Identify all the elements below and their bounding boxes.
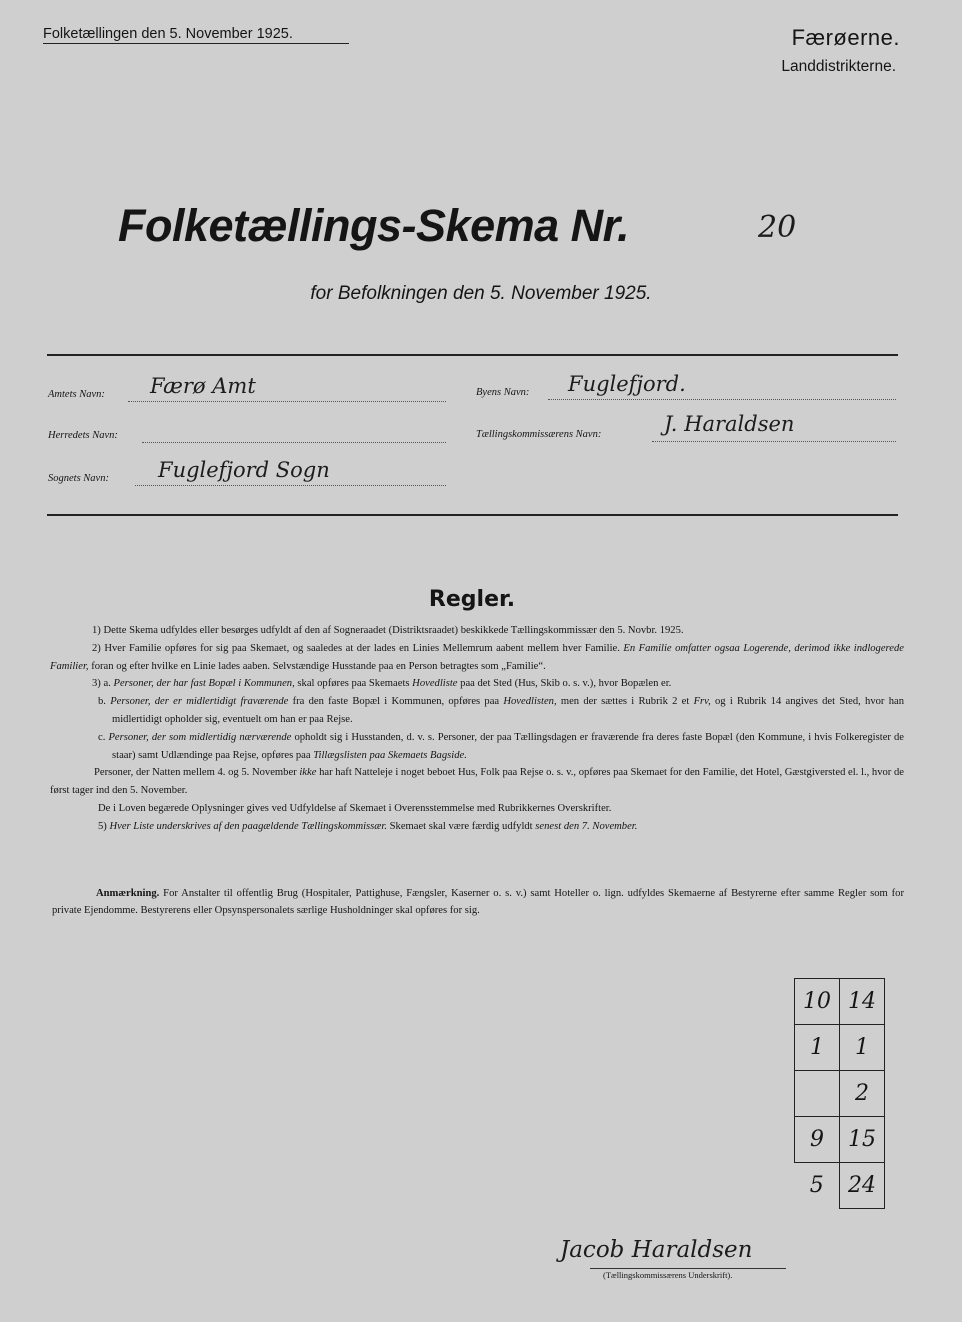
sogn-label: Sognets Navn: bbox=[48, 473, 109, 484]
bottom-divider bbox=[47, 514, 898, 516]
commissioner-signature: Jacob Haraldsen bbox=[560, 1237, 753, 1263]
rule-1: 1) Dette Skema udfyldes eller besørges udfyldt af den af Sogneraadet (Distriktsraadet) beskikkede Tællingskommissær den 5. Novbr. 1925. bbox=[92, 625, 684, 636]
rule-3b: b. Personer, der er midlertidigt fraværende fra den faste Bopæl i Kommunen, opføres paa Hovedlisten, men der sættes i Rubrik 2 et Frv, og i Rubrik 14 angives det Sted, hvor han midlertidigt opholder sig, eventuelt om han er paa Rejse. bbox=[98, 696, 904, 725]
tally-cell bbox=[795, 1071, 840, 1117]
region-title: Færøerne. bbox=[791, 25, 900, 50]
tally-cell: 1 bbox=[840, 1025, 885, 1071]
rule-5: De i Loven begærede Oplysninger gives ved Udfyldelse af Skemaet i Overensstemmelse med Rubrikkernes Overskrifter. bbox=[98, 802, 612, 814]
annotation-note: Anmærkning. For Anstalter til offentlig Brug (Hospitaler, Pattighuse, Fængsler, Kaserner o. s. v.) samt Hoteller o. lign. udfyldes Skemaerne af Bestyrerne efter samme Regler som for private Ejendomme. Bestyrerens eller Opsynspersonalets særlige Husholdninger skal opføres for sig. bbox=[52, 887, 904, 917]
amt-label: Amtets Navn: bbox=[48, 389, 105, 400]
tally-row bbox=[795, 1163, 885, 1209]
tally-cell: 14 bbox=[840, 979, 885, 1025]
sogn-line bbox=[135, 485, 446, 486]
rule-3c: c. Personer, der som midlertidig nærværende opholdt sig i Husstanden, d. v. s. Personer, der paa Tællingsdagen er fraværende fra deres faste Bopæl (den Kommune, i hvis Folkeregister de staar) samt Udlændinge paa Rejse, opføres paa Tillægslisten paa Skemaets Bagside. bbox=[98, 731, 904, 761]
tally-row bbox=[795, 1025, 885, 1071]
by-line bbox=[548, 399, 896, 400]
tally-cell: 9 bbox=[795, 1117, 840, 1163]
form-title: Folketællings-Skema Nr. bbox=[118, 200, 630, 251]
tally-cell: 24 bbox=[840, 1163, 885, 1209]
by-label: Byens Navn: bbox=[476, 387, 530, 398]
rule-6: 5) Hver Liste underskrives af den paagældende Tællingskommissær. Skemaet skal være færdig udfyldt senest den 7. November. bbox=[98, 820, 638, 832]
form-number: 20 bbox=[758, 210, 797, 245]
tally-row bbox=[795, 1117, 885, 1163]
census-date-label: Folketællingen den 5. November 1925. bbox=[43, 26, 349, 44]
amt-value: Færø Amt bbox=[150, 374, 256, 398]
top-divider bbox=[47, 354, 898, 356]
region-subtitle: Landdistrikterne. bbox=[781, 58, 896, 75]
kommissaer-value: J. Haraldsen bbox=[664, 412, 795, 436]
kommissaer-line bbox=[652, 441, 896, 442]
tally-cell: 1 bbox=[795, 1025, 840, 1071]
amt-line bbox=[128, 401, 446, 402]
rules-heading: Regler. bbox=[428, 587, 516, 612]
by-value: Fuglefjord. bbox=[568, 372, 686, 396]
herred-line bbox=[142, 442, 446, 443]
signature-line bbox=[590, 1268, 786, 1269]
rules-body bbox=[50, 622, 904, 836]
kommissaer-label: Tællingskommissærens Navn: bbox=[476, 429, 602, 440]
rule-2: 2) Hver Familie opføres for sig paa Skemaet, og saaledes at der lades en Linies Mellemrum aabent mellem hver Familie. En Familie omfatter ogsaa Logerende, derimod ikke indlogerede Familier, foran og efter hvilke en Linie lades aaben. Selvstændige Husstande paa en Person betragtes som „Familie“. bbox=[50, 642, 904, 672]
form-subtitle: for Befolkningen den 5. November 1925. bbox=[310, 283, 652, 304]
tally-cell: 10 bbox=[795, 979, 840, 1025]
tally-row bbox=[795, 979, 885, 1025]
tally-table bbox=[794, 978, 885, 1209]
tally-cell: 2 bbox=[840, 1071, 885, 1117]
rule-3a: 3) a. Personer, der har fast Bopæl i Kommunen, skal opføres paa Skemaets Hovedliste paa det Sted (Hus, Skib o. s. v.), hvor Bopælen er. bbox=[92, 678, 672, 690]
tally-cell: 5 bbox=[795, 1163, 840, 1209]
signature-caption: (Tællingskommissærens Underskrift). bbox=[603, 1270, 733, 1280]
sogn-value: Fuglefjord Sogn bbox=[158, 458, 330, 482]
tally-row bbox=[795, 1071, 885, 1117]
rule-4: Personer, der Natten mellem 4. og 5. November ikke har haft Natteleje i noget beboet Hus, Folk paa Rejse o. s. v., opføres paa Skemaet for den Familie, det Hotel, Gæstgiversted el. l., hvor de først tager ind den 5. November. bbox=[50, 767, 904, 797]
herred-label: Herredets Navn: bbox=[48, 430, 118, 441]
tally-cell: 15 bbox=[840, 1117, 885, 1163]
